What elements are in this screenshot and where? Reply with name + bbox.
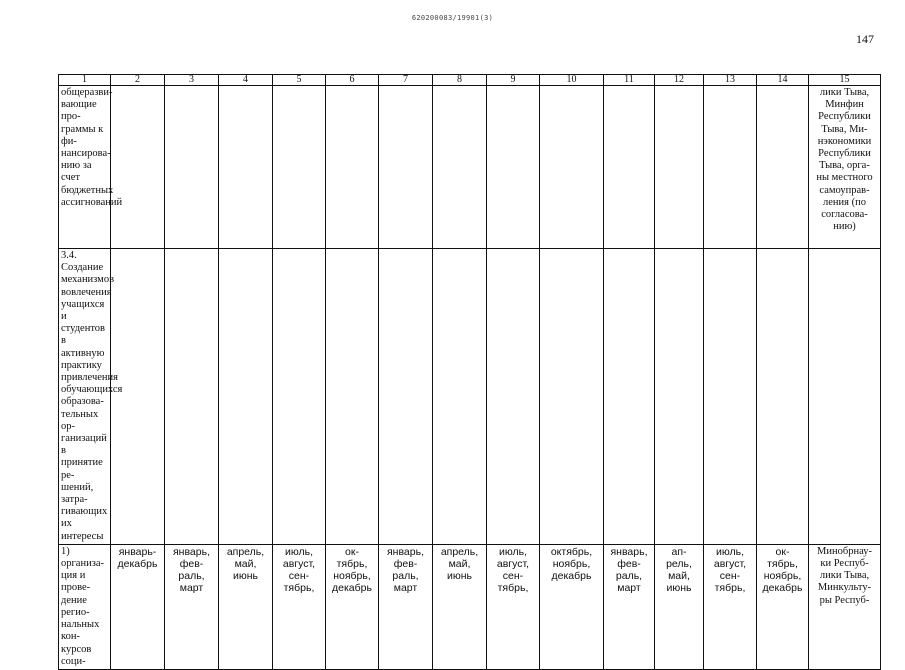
column-header-3: 3 [165,75,219,86]
period-cell: апрель, май, июнь [433,544,487,669]
period-cell: ап- рель, май, июнь [655,544,704,669]
column-header-5: 5 [273,75,326,86]
empty-cell [326,86,379,249]
empty-cell [273,86,326,249]
column-header-10: 10 [540,75,604,86]
empty-cell [111,86,165,249]
column-header-9: 9 [487,75,540,86]
page-number: 147 [856,32,874,46]
empty-cell [540,249,604,545]
responsible-cell: Минобрнау- ки Респуб- лики Тыва, Минкульту- ры Респуб- [809,544,881,669]
task-description-cell: 3.4. Создание механизмов вовлечения учащихся и студентов в активную практику привлечения обучающихся образова- тельных ор- ганизаций в принятие ре- шений, затра- гивающих их интересы [59,249,111,545]
column-header-8: 8 [433,75,487,86]
empty-cell [655,86,704,249]
period-cell: январь, фев- раль, март [165,544,219,669]
task-description-cell: 1) организа- ция и прове- дение регио- нальных кон- курсов соци- [59,544,111,669]
empty-cell [433,86,487,249]
empty-cell [540,86,604,249]
period-cell: октябрь, ноябрь, декабрь [540,544,604,669]
column-header-12: 12 [655,75,704,86]
plan-table [58,74,881,670]
period-cell: январь, фев- раль, март [604,544,655,669]
column-header-7: 7 [379,75,433,86]
empty-cell [379,86,433,249]
empty-cell [487,249,540,545]
column-header-15: 15 [809,75,881,86]
empty-cell [704,86,757,249]
empty-cell [111,249,165,545]
period-cell: январь- декабрь [111,544,165,669]
period-cell: ок- тябрь, ноябрь, декабрь [326,544,379,669]
period-cell: ок- тябрь, ноябрь, декабрь [757,544,809,669]
period-cell: апрель, май, июнь [219,544,273,669]
responsible-cell: лики Тыва, Минфин Республики Тыва, Ми- нэкономики Республики Тыва, орга- ны местного самоуправ- ления (по согласова- нию) [809,86,881,249]
table-row [59,249,881,545]
table-row [59,544,881,669]
period-cell: январь, фев- раль, март [379,544,433,669]
empty-cell [704,249,757,545]
task-description-cell: общеразви- вающие про- граммы к фи- нансирова- нию за счет бюджетных ассигнований [59,86,111,249]
empty-cell [604,86,655,249]
table-row [59,86,881,249]
column-header-14: 14 [757,75,809,86]
empty-cell [326,249,379,545]
empty-cell [757,86,809,249]
period-cell: июль, август, сен- тябрь, [704,544,757,669]
empty-cell [757,249,809,545]
empty-cell [273,249,326,545]
empty-cell [165,86,219,249]
empty-cell [379,249,433,545]
empty-cell [809,249,881,545]
period-cell: июль, август, сен- тябрь, [487,544,540,669]
empty-cell [219,86,273,249]
empty-cell [219,249,273,545]
empty-cell [655,249,704,545]
empty-cell [433,249,487,545]
empty-cell [165,249,219,545]
column-number-row [59,75,881,86]
column-header-11: 11 [604,75,655,86]
column-header-13: 13 [704,75,757,86]
empty-cell [604,249,655,545]
empty-cell [487,86,540,249]
document-id: 620200083/19901(3) [411,14,494,22]
column-header-4: 4 [219,75,273,86]
column-header-2: 2 [111,75,165,86]
period-cell: июль, август, сен- тябрь, [273,544,326,669]
column-header-1: 1 [59,75,111,86]
column-header-6: 6 [326,75,379,86]
